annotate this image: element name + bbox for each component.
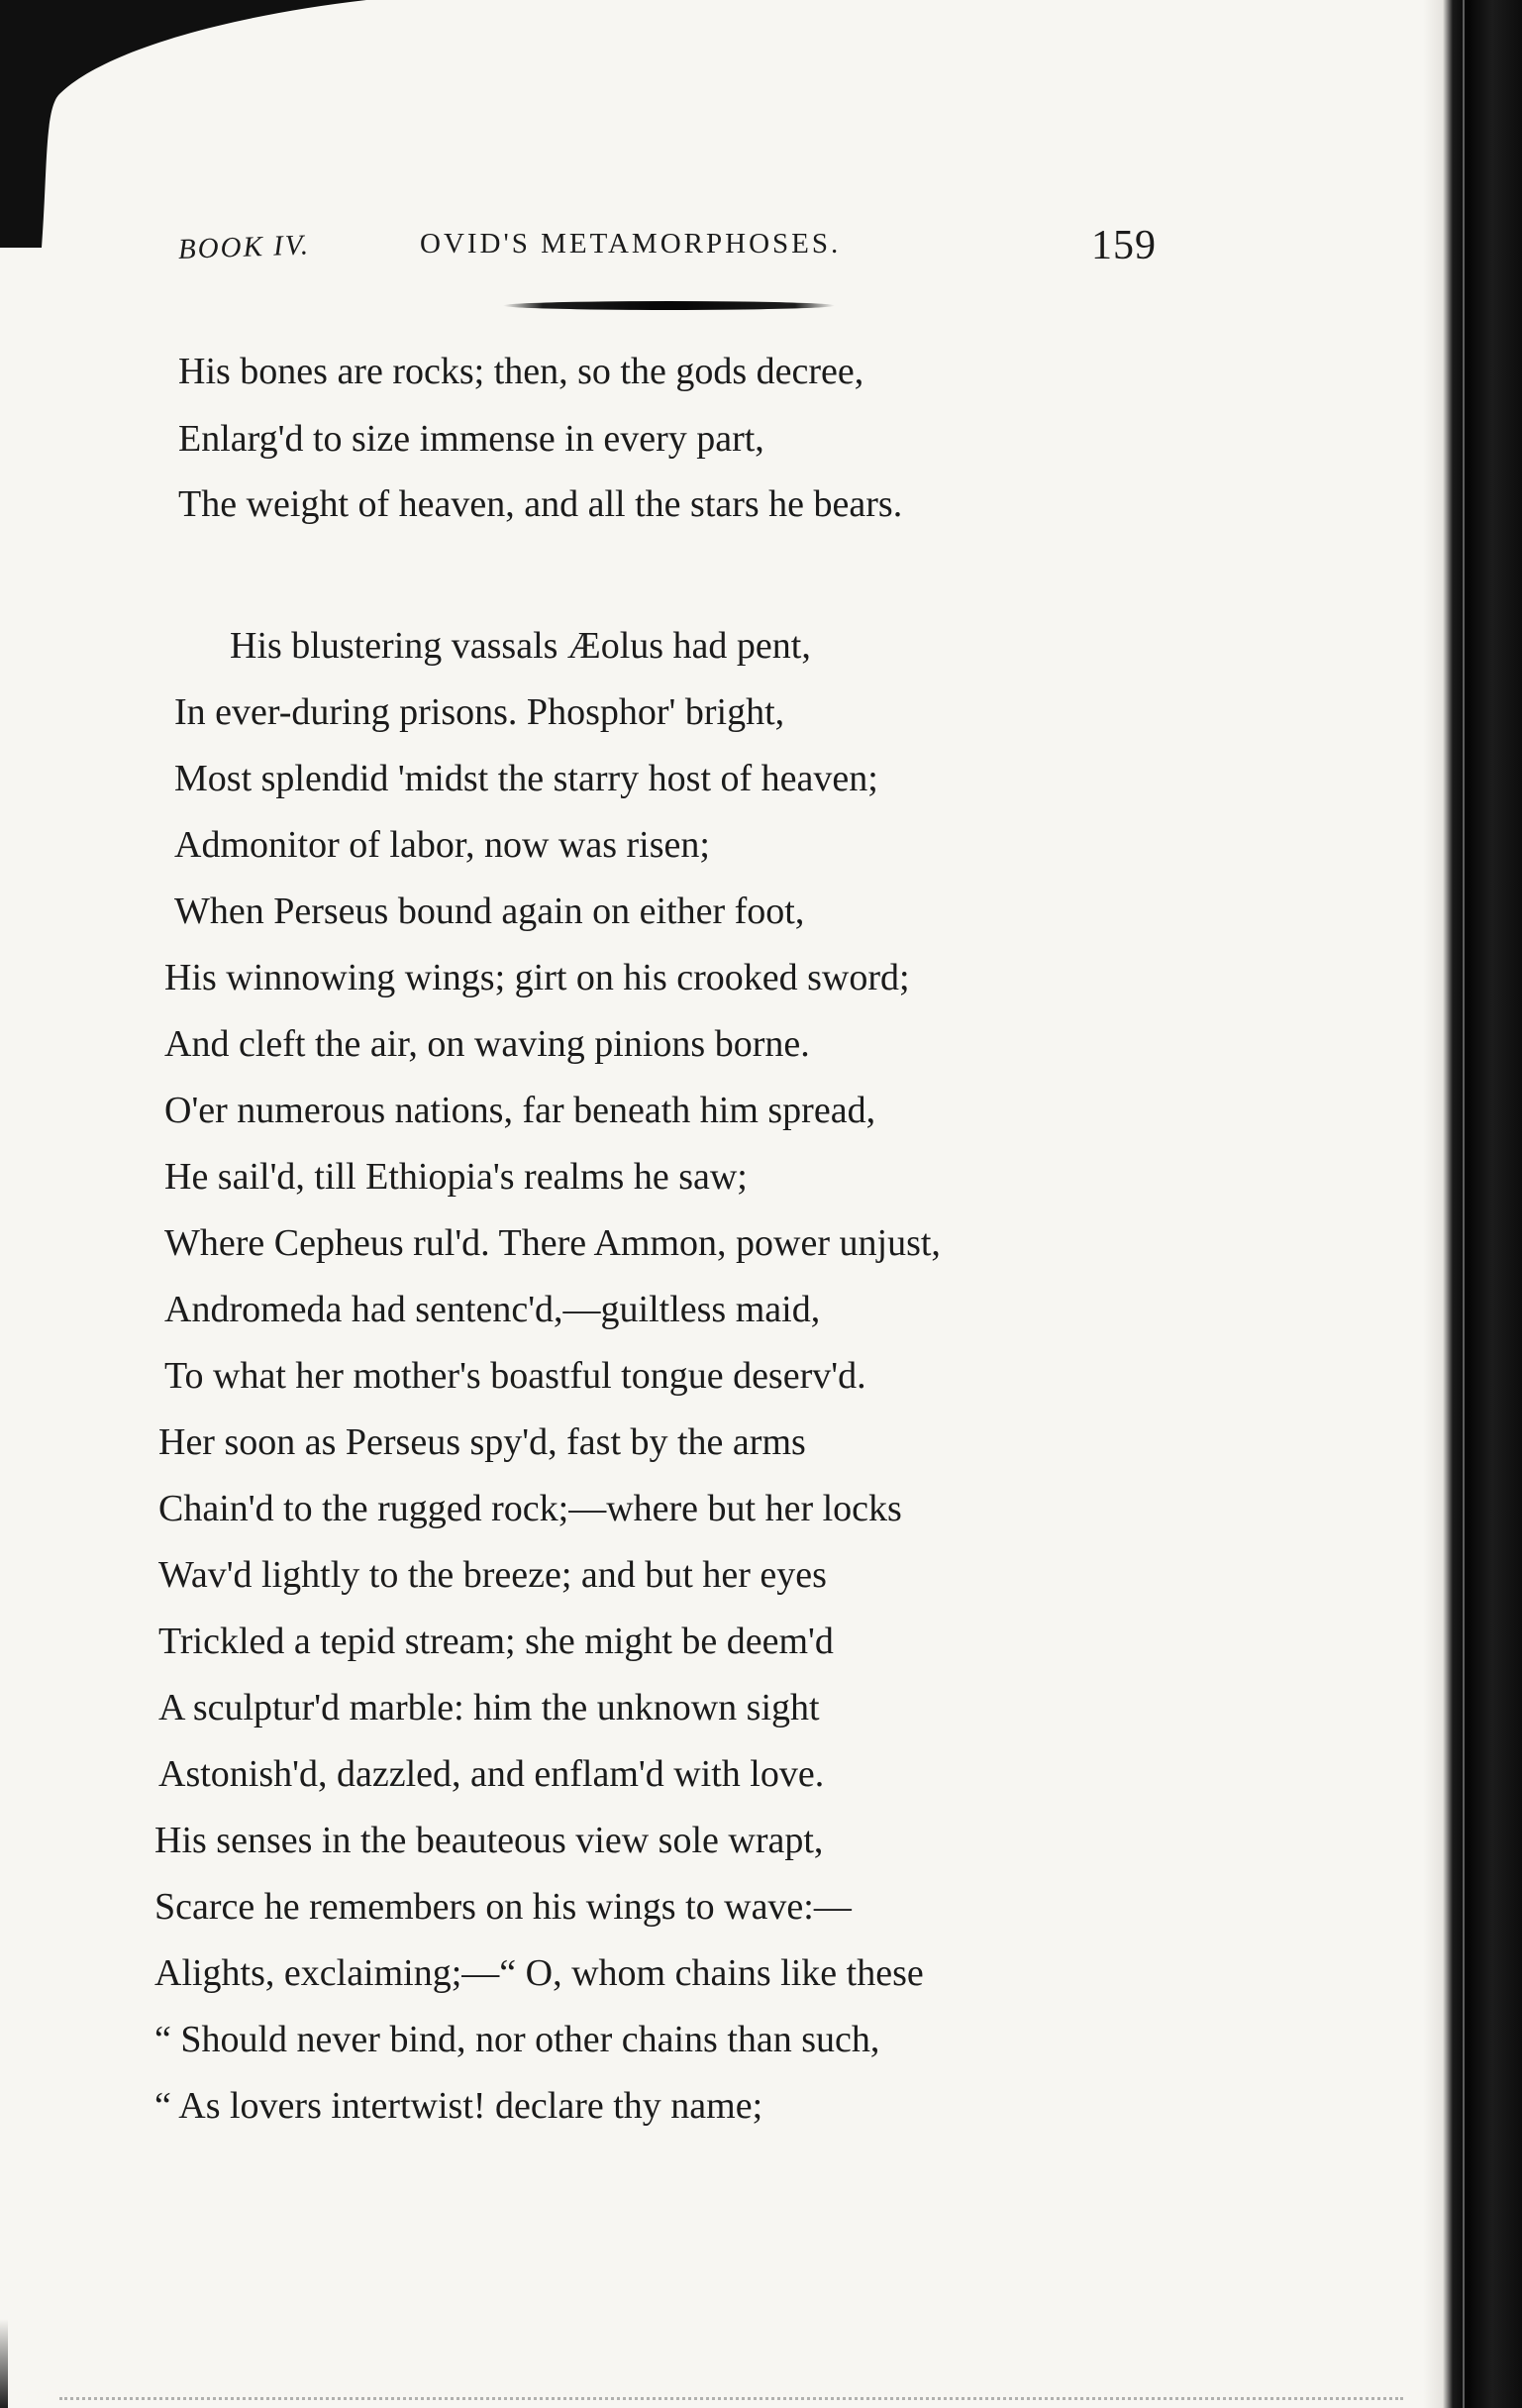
poem-line: When Perseus bound again on either foot,: [174, 890, 805, 932]
poem-line: Astonish'd, dazzled, and enflam'd with love.: [158, 1753, 825, 1795]
scan-noise: [59, 2372, 1403, 2400]
poem-line: Wav'd lightly to the breeze; and but her eyes: [158, 1554, 827, 1596]
poem-line: Where Cepheus rul'd. There Ammon, power unjust,: [164, 1222, 941, 1264]
poem-line: Trickled a tepid stream; she might be deem'd: [158, 1621, 834, 1662]
poem-line: His blustering vassals Æolus had pent,: [230, 625, 811, 667]
poem-line: Enlarg'd to size immense in every part,: [178, 418, 764, 460]
poem-line: Alights, exclaiming;—“ O, whom chains like these: [154, 1952, 924, 1994]
running-header: [178, 222, 1168, 281]
book-number: BOOK IV.: [177, 229, 311, 265]
poem-line: Scarce he remembers on his wings to wave:—: [154, 1886, 852, 1928]
poem-line: His winnowing wings; girt on his crooked sword;: [164, 957, 910, 998]
poem-line: O'er numerous nations, far beneath him spread,: [164, 1090, 876, 1131]
left-edge-mark: [0, 2319, 8, 2408]
poem-line: The weight of heaven, and all the stars he bears.: [178, 483, 903, 525]
page-number: 159: [1091, 223, 1157, 268]
spine-edge-line: [1463, 0, 1465, 2408]
page-corner-shadow: [0, 0, 366, 248]
poem-line: He sail'd, till Ethiopia's realms he saw;: [164, 1156, 748, 1198]
poem-line: And cleft the air, on waving pinions borne.: [164, 1023, 810, 1065]
poem-line: His senses in the beauteous view sole wrapt,: [154, 1820, 824, 1861]
poem-line: In ever-during prisons. Phosphor' bright,: [174, 691, 785, 733]
poem-line: To what her mother's boastful tongue deserv'd.: [164, 1355, 866, 1397]
poem-line: Most splendid 'midst the starry host of heaven;: [174, 758, 878, 799]
poem-line: “ Should never bind, nor other chains than such,: [154, 2019, 880, 2060]
poem-line: Chain'd to the rugged rock;—where but her locks: [158, 1488, 902, 1529]
poem-line: Admonitor of labor, now was risen;: [174, 824, 710, 866]
poem-line: Andromeda had sentenc'd,—guiltless maid,: [164, 1289, 821, 1330]
poem-line: “ As lovers intertwist! declare thy name;: [154, 2085, 763, 2127]
book-spine-shadow: [1423, 0, 1522, 2408]
poem-line: Her soon as Perseus spy'd, fast by the arms: [158, 1421, 806, 1463]
poem-line: A sculptur'd marble: him the unknown sight: [158, 1687, 820, 1728]
header-rule: [503, 301, 835, 310]
poem-line: His bones are rocks; then, so the gods decree,: [178, 351, 864, 392]
running-title: OVID'S METAMORPHOSES.: [420, 228, 842, 260]
